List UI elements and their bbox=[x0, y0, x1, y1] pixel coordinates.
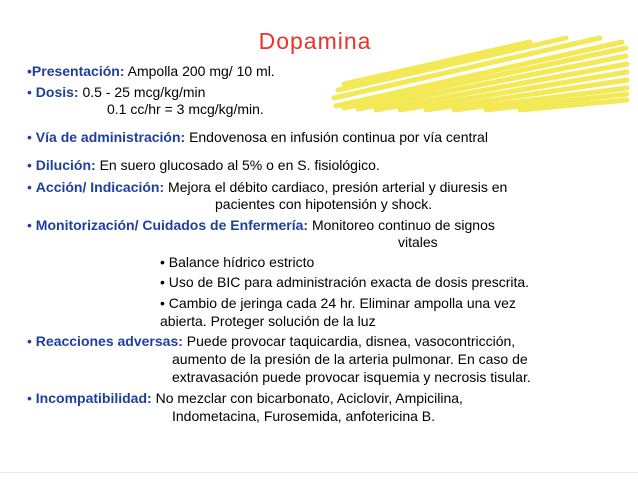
via-label: Vía de administración: bbox=[35, 129, 186, 145]
monitorizacion-item: abierta. Proteger solución de la luz bbox=[160, 313, 376, 329]
monitorizacion-item: • Uso de BIC para administración exacta de dosis prescrita. bbox=[160, 274, 530, 290]
incompatibilidad-label: Incompatibilidad: bbox=[35, 390, 152, 406]
dosis-text: 0.5 - 25 mcg/kg/min bbox=[82, 84, 206, 100]
bullet: • bbox=[27, 333, 32, 349]
bullet: • bbox=[27, 157, 32, 173]
monitorizacion-item: • Balance hídrico estricto bbox=[160, 254, 315, 270]
monitorizacion-text2: vitales bbox=[398, 234, 438, 250]
accion-label: Acción/ Indicación: bbox=[35, 179, 165, 195]
reacciones-line bbox=[27, 333, 515, 350]
bullet: • bbox=[27, 390, 32, 406]
slide-title: Dopamina bbox=[258, 28, 372, 54]
dilucion-text: En suero glucosado al 5% o en S. fisiológico. bbox=[99, 157, 380, 173]
monitorizacion-text: Monitoreo continuo de signos bbox=[311, 217, 495, 233]
dosis-text2: 0.1 cc/hr = 3 mcg/kg/min. bbox=[107, 101, 264, 117]
dilucion-label: Dilución: bbox=[35, 157, 96, 173]
via-line bbox=[27, 129, 488, 146]
bullet: • bbox=[27, 63, 32, 79]
incompatibilidad-text: No mezclar con bicarbonato, Aciclovir, Ampicilina, bbox=[155, 390, 463, 406]
dilucion-line bbox=[27, 157, 380, 174]
dosis-line bbox=[27, 84, 205, 101]
incompatibilidad-text2: Indometacina, Furosemida, anfotericina B. bbox=[172, 408, 436, 424]
bullet: • bbox=[27, 129, 32, 145]
monitorizacion-item: • Cambio de jeringa cada 24 hr. Eliminar ampolla una vez bbox=[160, 295, 516, 311]
accion-text: Mejora el débito cardiaco, presión arterial y diuresis en bbox=[168, 179, 508, 195]
bullet: • bbox=[27, 179, 32, 195]
bullet: • bbox=[27, 84, 32, 100]
via-text: Endovenosa en infusión continua por vía central bbox=[189, 129, 488, 145]
accion-text2: pacientes con hipotensión y shock. bbox=[215, 196, 433, 212]
incompatibilidad-line bbox=[27, 390, 463, 407]
reacciones-text2: aumento de la presión de la arteria pulmonar. En caso de bbox=[172, 351, 528, 367]
accion-line bbox=[27, 179, 507, 196]
presentacion-label: Presentación: bbox=[31, 63, 125, 79]
reacciones-label: Reacciones adversas: bbox=[35, 333, 183, 349]
presentacion-line bbox=[27, 63, 275, 80]
footer-divider bbox=[0, 472, 638, 473]
reacciones-text: Puede provocar taquicardia, disnea, vasocontricción, bbox=[186, 333, 516, 349]
presentacion-text: Ampolla 200 mg/ 10 ml. bbox=[127, 63, 275, 79]
monitorizacion-line bbox=[27, 217, 495, 234]
dosis-label: Dosis: bbox=[35, 84, 79, 100]
bullet: • bbox=[27, 217, 32, 233]
monitorizacion-label: Monitorización/ Cuidados de Enfermería: bbox=[35, 217, 309, 233]
reacciones-text3: extravasación puede provocar isquemia y necrosis tisular. bbox=[172, 369, 531, 385]
